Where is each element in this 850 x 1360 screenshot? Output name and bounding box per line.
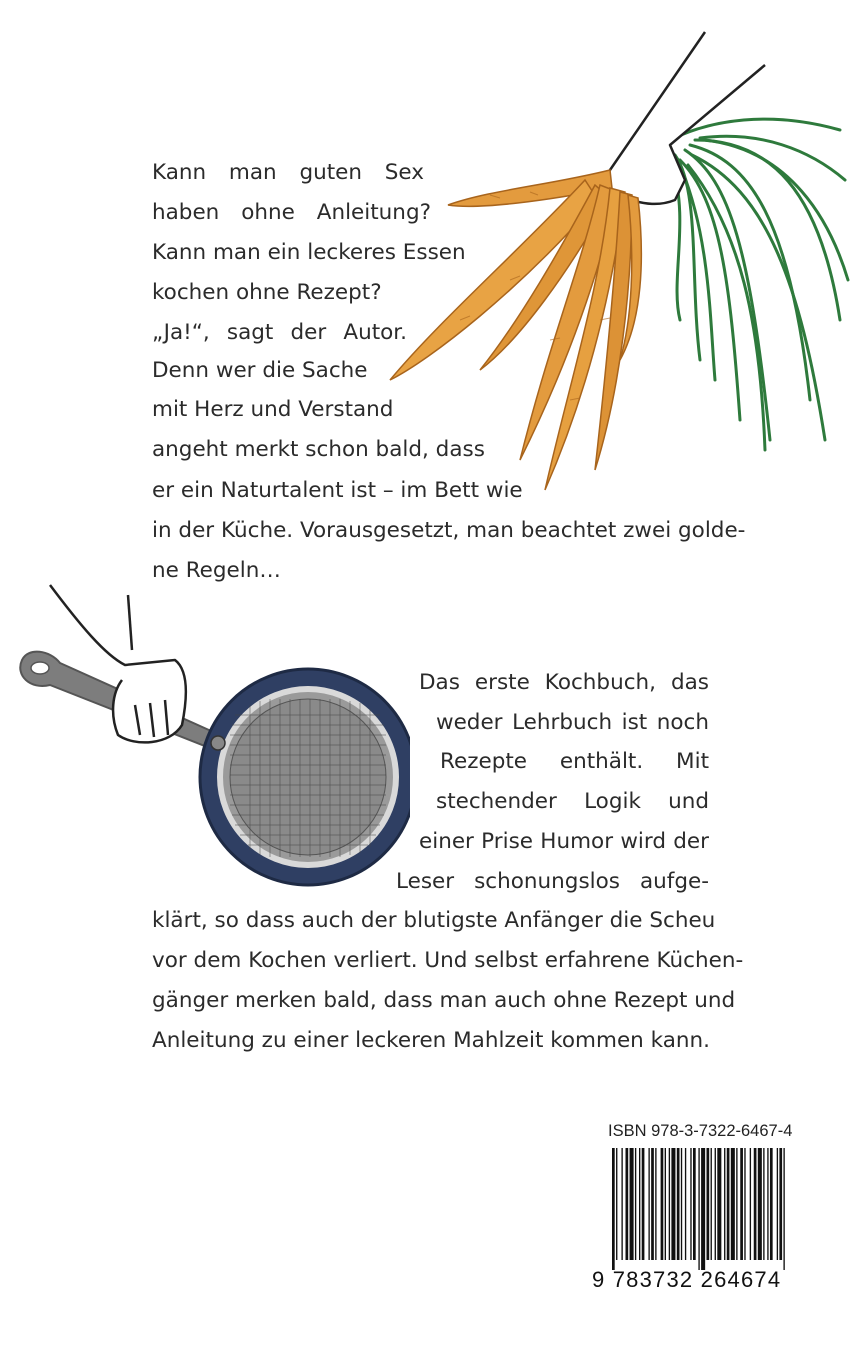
barcode-bar — [770, 1148, 773, 1260]
barcode-bar — [736, 1148, 737, 1260]
blurb-line: gänger merken bald, dass man auch ohne Rezept und — [152, 988, 736, 1013]
hand-outline — [50, 585, 186, 742]
barcode-bar — [677, 1148, 680, 1260]
barcode-bar — [750, 1148, 751, 1260]
barcode-bar — [616, 1148, 617, 1260]
barcode-bar — [671, 1148, 675, 1260]
blurb-line: ne Regeln… — [152, 558, 281, 583]
blurb-line: vor dem Kochen verliert. Und selbst erfahrene Küchen- — [152, 948, 744, 973]
barcode-bar — [724, 1148, 725, 1260]
blurb-line: einer Prise Humor wird der — [419, 829, 709, 854]
barcode-bar — [731, 1148, 735, 1260]
barcode-digits: 9 783732 264674 — [592, 1267, 782, 1292]
blurb-line: Rezepte enthält. Mit — [440, 749, 709, 774]
barcode-bar — [758, 1148, 762, 1260]
barcode-bar — [767, 1148, 768, 1260]
barcode-bar — [740, 1148, 743, 1260]
barcode-bar — [783, 1148, 784, 1270]
barcode-bar — [779, 1148, 782, 1260]
carrot-greens — [670, 119, 848, 450]
barcode-bar — [693, 1148, 696, 1260]
barcode-bar — [651, 1148, 654, 1260]
blurb-line: Leser schonungslos aufge- — [396, 869, 709, 894]
barcode-bar — [763, 1148, 764, 1260]
blurb-line: angeht merkt schon bald, dass — [152, 437, 485, 462]
barcode-bar — [621, 1148, 622, 1260]
blurb-line: Das erste Kochbuch, das — [419, 670, 709, 695]
barcode-bar — [685, 1148, 686, 1260]
blurb-line: klärt, so dass auch der blutigste Anfänger die Scheu — [152, 908, 716, 933]
barcode — [610, 1148, 790, 1270]
barcode-bar — [717, 1148, 721, 1260]
barcode-bar — [639, 1148, 640, 1260]
blurb-line: haben ohne Anleitung? — [152, 200, 431, 225]
barcode-bar — [655, 1148, 656, 1260]
blurb-line: Kann man ein leckeres Essen — [152, 240, 466, 265]
barcode-bar — [630, 1148, 634, 1260]
barcode-bar — [727, 1148, 730, 1260]
barcode-bar — [744, 1148, 745, 1260]
barcode-bar — [711, 1148, 712, 1260]
barcode-bar — [635, 1148, 636, 1260]
barcode-bar — [648, 1148, 649, 1260]
barcode-bar — [612, 1148, 615, 1270]
barcode-bar — [669, 1148, 670, 1260]
barcode-bar — [681, 1148, 682, 1260]
blurb-line: Kann man guten Sex — [152, 160, 424, 185]
barcode-bar — [690, 1148, 691, 1260]
blurb-line: Anleitung zu einer leckeren Mahlzeit kommen kann. — [152, 1028, 710, 1053]
barcode-bar — [754, 1148, 757, 1260]
blurb-line: kochen ohne Rezept? — [152, 280, 382, 305]
barcode-bar — [777, 1148, 778, 1260]
blurb-line: Denn wer die Sache — [152, 358, 368, 383]
barcode-bar — [715, 1148, 716, 1260]
blurb-line: er ein Naturtalent ist – im Bett wie — [152, 478, 523, 503]
frying-pan-illustration — [10, 575, 410, 895]
isbn-label: ISBN 978-3-7322-6467-4 — [608, 1122, 793, 1140]
pan-body — [200, 669, 410, 885]
blurb-line: weder Lehrbuch ist noch — [436, 710, 709, 735]
barcode-bar — [707, 1148, 710, 1260]
barcode-bar — [642, 1148, 645, 1260]
blurb-line: stechender Logik und — [436, 789, 709, 814]
barcode-bar — [698, 1148, 699, 1270]
blurb-line: in der Küche. Vorausgesetzt, man beachtet zwei golde- — [152, 518, 746, 543]
barcode-bar — [626, 1148, 629, 1260]
barcode-bar — [701, 1148, 705, 1270]
blurb-line: mit Herz und Verstand — [152, 397, 394, 422]
blurb-line: „Ja!“, sagt der Autor. — [152, 320, 407, 345]
barcode-bar — [661, 1148, 664, 1260]
barcode-bar — [665, 1148, 666, 1260]
